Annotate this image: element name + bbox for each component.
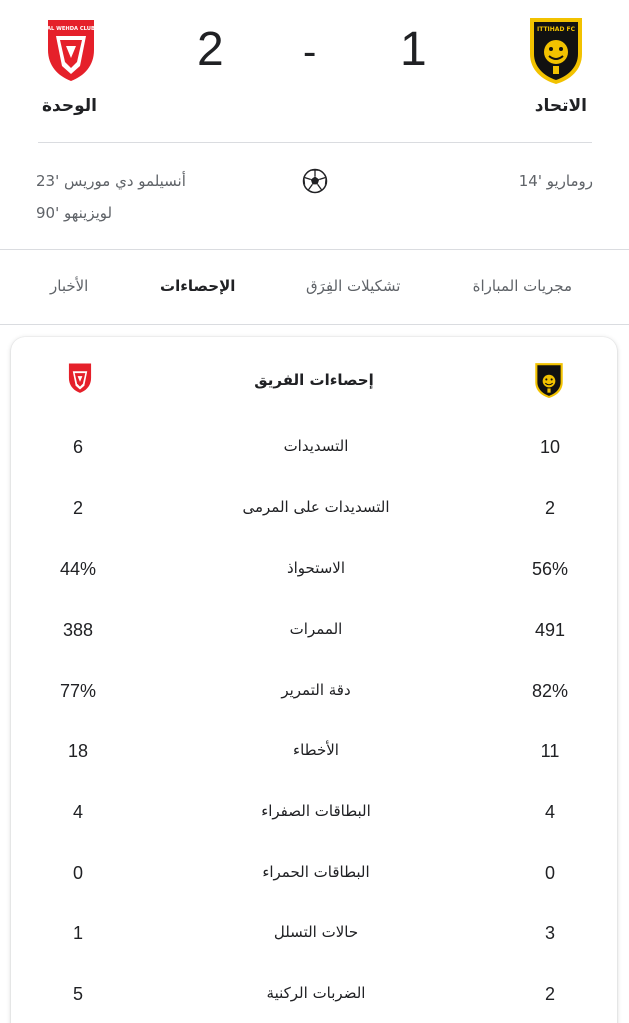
wehda-logo-text: AL WEHDA CLUB: [47, 26, 95, 32]
stat-row: [11, 741, 617, 771]
home-stat-value: 0: [544, 863, 555, 883]
stat-label: الاستحواذ: [286, 559, 346, 577]
home-scorer: روماريو '14: [518, 172, 593, 190]
home-stat-value: 11: [540, 741, 560, 761]
ittihad-logo[interactable]: [526, 14, 586, 86]
stat-label: التسديدات: [283, 437, 349, 455]
away-stat-value: 5: [72, 984, 83, 1004]
home-stat-value: 2: [544, 984, 555, 1004]
away-stat-value: 0: [72, 863, 83, 883]
stat-row: [11, 559, 617, 589]
away-stat-value: 18: [67, 741, 89, 761]
stat-label: الأخطاء: [293, 741, 339, 759]
stat-row: [11, 923, 617, 953]
tab-stats[interactable]: الإحصاءات: [160, 277, 236, 295]
tab-news[interactable]: الأخبار: [50, 277, 89, 295]
away-stat-value: 77%: [59, 681, 97, 701]
away-stat-value: 44%: [59, 559, 97, 579]
wehda-logo[interactable]: [44, 16, 98, 84]
home-stat-value: 491: [534, 620, 566, 640]
stat-label: حالات التسلل: [273, 923, 359, 941]
away-score: 2: [197, 23, 224, 76]
away-team-name[interactable]: الوحدة: [42, 96, 97, 116]
away-scorer: لويزينهو '90: [36, 204, 113, 222]
tab-lineups[interactable]: تشكيلات الفِرَق: [306, 277, 401, 295]
tabs-bottom-divider: [0, 324, 629, 325]
stat-row: [11, 620, 617, 650]
stat-label: البطاقات الحمراء: [262, 863, 370, 881]
home-stat-value: 10: [539, 437, 561, 457]
home-team-name[interactable]: الاتحاد: [534, 96, 587, 116]
home-score: 1: [400, 23, 427, 76]
match-header: [0, 0, 629, 250]
away-stat-value: 4: [72, 802, 83, 822]
stat-label: الممرات: [289, 620, 343, 638]
home-stat-value: 3: [544, 923, 555, 943]
stat-row: [11, 498, 617, 528]
stat-label: الضربات الركنية: [266, 984, 366, 1002]
stat-row: [11, 984, 617, 1014]
stat-label: التسديدات على المرمى: [242, 498, 390, 516]
stat-label: دقة التمرير: [281, 681, 351, 699]
away-stat-value: 6: [72, 437, 83, 457]
ittihad-logo-text: ITTIHAD FC: [536, 26, 576, 33]
header-divider: [38, 142, 592, 143]
home-stat-value: 56%: [531, 559, 569, 579]
stat-row: [11, 802, 617, 832]
home-stat-value: 2: [544, 498, 555, 518]
stat-row: [11, 681, 617, 711]
team-stats-card: [11, 337, 617, 1023]
home-stat-value: 4: [544, 802, 555, 822]
stat-label: البطاقات الصفراء: [261, 802, 371, 820]
stat-row: [11, 437, 617, 467]
stat-row: [11, 863, 617, 893]
score-separator: -: [303, 30, 317, 74]
away-stat-value: 2: [72, 498, 83, 518]
away-stat-value: 388: [62, 620, 94, 640]
away-scorer: أنسيلمو دي موريس '23: [36, 172, 186, 190]
team-stats-title: إحصاءات الفريق: [254, 371, 374, 389]
match-tabs: [0, 250, 629, 324]
tab-match-events[interactable]: مجريات المباراة: [472, 277, 572, 295]
away-stat-value: 1: [72, 923, 83, 943]
home-stat-value: 82%: [531, 681, 569, 701]
soccer-ball-icon: [302, 168, 328, 194]
wehda-logo: [67, 361, 93, 395]
